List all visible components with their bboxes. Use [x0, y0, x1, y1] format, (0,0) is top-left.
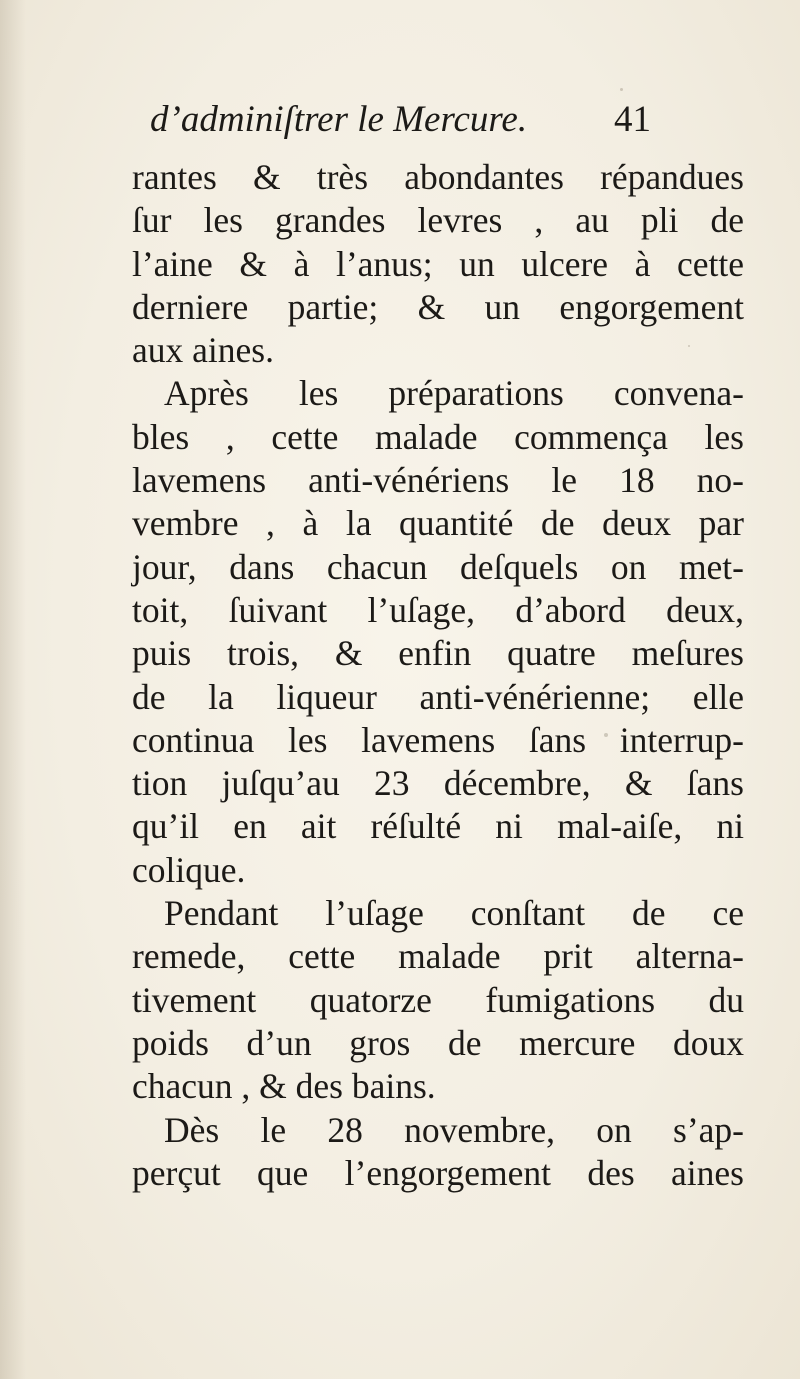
text-line: aux aines. [132, 330, 274, 371]
text-line: de la liqueur anti-vénérienne; elle [132, 676, 744, 717]
running-head [0, 95, 800, 145]
text-line: toit, ſuivant l’uſage, d’abord deux, [132, 589, 744, 630]
text-line: lavemens anti-vénériens le 18 no- [132, 460, 744, 501]
text-line: perçut que l’engorgement des aines [132, 1152, 744, 1193]
text-line: Pendant l’uſage conſtant de ce [164, 893, 744, 934]
text-line: poids d’un gros de mercure doux [132, 1022, 744, 1063]
page-number: 41 [614, 99, 651, 140]
page-gutter-shadow [0, 0, 26, 1379]
running-head-title: d’adminiſtrer le Mercure. [150, 99, 528, 140]
text-line: puis trois, & enfin quatre meſures [132, 633, 744, 674]
text-line: l’aine & à l’anus; un ulcere à cette [132, 243, 744, 284]
text-line: rantes & très abondantes répandues [132, 157, 744, 197]
text-line: ſur les grandes levres , au pli de [132, 200, 744, 241]
paper-speck [620, 88, 623, 91]
text-line: derniere partie; & un engorgement [132, 286, 744, 327]
text-line: tivement quatorze fumigations du [132, 979, 744, 1020]
text-line: tion juſqu’au 23 décembre, & ſans [132, 763, 744, 804]
text-line: qu’il en ait réſulté ni mal-aiſe, ni [132, 806, 744, 847]
text-line: colique. [132, 849, 246, 890]
text-line: Dès le 28 novembre, on s’ap- [164, 1109, 744, 1150]
text-line: Après les préparations convena- [164, 373, 744, 414]
text-line: chacun , & des bains. [132, 1066, 436, 1107]
text-line: jour, dans chacun deſquels on met- [132, 546, 744, 587]
body-text [132, 156, 744, 1195]
text-line: vembre , à la quantité de deux par [132, 503, 744, 544]
text-line: bles , cette malade commença les [132, 416, 744, 457]
text-line: remede, cette malade prit alterna- [132, 936, 744, 977]
text-line: continua les lavemens ſans interrup- [132, 719, 744, 760]
